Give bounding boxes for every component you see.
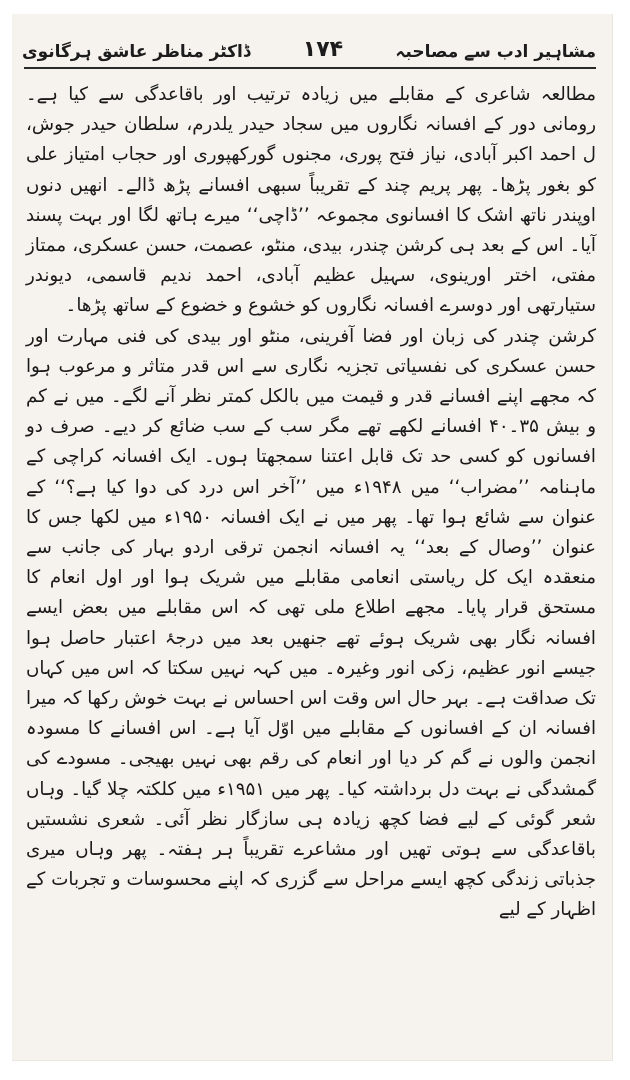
paragraph: مطالعہ شاعری کے مقابلے میں زیادہ ترتیب اور باقاعدگی سے کیا ہے۔ رومانی دور کے افسانہ نگاروں میں سجاد حیدر یلدرم، سلطان حیدر جوش، ل احمد اکبر آبادی، نیاز فتح پوری، مجنوں گورکھپوری اور حجاب امتیاز علی کو بغور پڑھا۔ پھر پریم چند کے تقریباً سبھی افسانے پڑھ ڈالے۔ انھیں دنوں اوپندر ناتھ اشک کا افسانوی مجموعہ ’’ڈاچی‘‘ میرے ہاتھ لگا اور بہت پسند آیا۔ اس کے بعد ہی کرشن چندر، بیدی، منٹو، عصمت، حسن عسکری، ممتاز مفتی، اختر اورینوی، سہیل عظیم آبادی، احمد ندیم قاسمی، دیوندر ستیارتھی اور دوسرے افسانہ نگاروں کو خشوع و خضوع کے ساتھ پڑھا۔ — [26, 84, 596, 317]
body-text — [26, 80, 596, 926]
running-header — [22, 24, 596, 62]
paragraph: کرشن چندر کی زبان اور فضا آفرینی، منٹو اور بیدی کی فنی مہارت اور حسن عسکری کی نفسیاتی تجزیہ نگاری سے اس قدر متاثر و مرعوب ہوا کہ مجھے اپنے افسانے قدر و قیمت میں بالکل کمتر نظر آنے لگے۔ میں نے کم و بیش ۳۵۔۴۰ افسانے لکھے تھے مگر سب کے سب ضائع کر دیے۔ صرف دو افسانوں کو کسی حد تک قابل اعتنا سمجھتا ہوں۔ ایک افسانہ کراچی کے ماہنامہ ’’مضراب‘‘ میں ۱۹۴۸ء میں ’’آخر اس درد کی دوا کیا ہے؟‘‘ کے عنوان سے شائع ہوا تھا۔ پھر میں نے ایک افسانہ ۱۹۵۰ء میں لکھا جس کا عنوان ’’وصال کے بعد‘‘ یہ افسانہ انجمن ترقی اردو بہار کی جانب سے منعقدہ ایک کل ریاستی انعامی مقابلے میں شریک ہوا اور اول انعام کا مستحق قرار پایا۔ مجھے اطلاع ملی تھی کہ اس مقابلے میں بعض ایسے افسانہ نگار بھی شریک ہوئے تھے جنھیں بعد میں درجۂ اعتبار حاصل ہوا جیسے انور عظیم، زکی انور وغیرہ۔ میں کہہ نہیں سکتا کہ اس میں کہاں تک صداقت ہے۔ بہر حال اس وقت اس احساس نے بہت خوش رکھا کہ میرا افسانہ ان کے افسانوں کے مقابلے میں اوّل آیا ہے۔ اس افسانے کا مسودہ انجمن والوں نے گم کر دیا اور انعام کی رقم بھی نہیں بھیجی۔ مسودے کی گمشدگی نے بہت دل برداشتہ کیا۔ پھر میں ۱۹۵۱ء میں کلکتہ چلا گیا۔ وہاں شعر گوئی کے لیے فضا کچھ زیادہ ہی سازگار نظر آئی۔ شعری نشستیں باقاعدگی سے ہوتی تھیں اور مشاعرے تقریباً ہر ہفتہ۔ پھر وہاں میری جذباتی زندگی کچھ ایسے مراحل سے گزری کہ اپنے محسوسات و تجربات کے اظہار کے لیے — [26, 325, 597, 921]
page-number: ۱۷۴ — [302, 37, 344, 62]
author-name: ڈاکٹر مناظر عاشق ہرگانوی — [22, 42, 251, 62]
header-rule — [24, 67, 596, 69]
book-title: مشاہیر ادب سے مصاحبہ — [395, 42, 596, 62]
book-page — [12, 14, 613, 1061]
